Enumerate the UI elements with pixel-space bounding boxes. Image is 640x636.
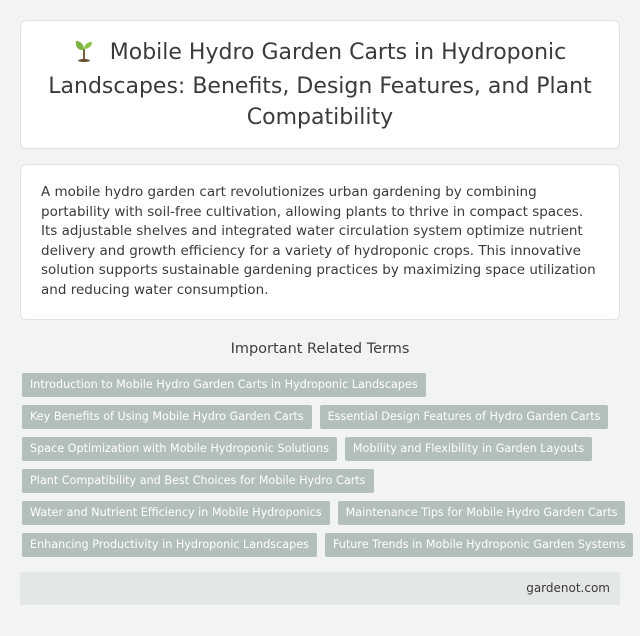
title-card <box>20 20 620 149</box>
tag-row <box>22 405 622 429</box>
description-card <box>20 164 620 320</box>
related-term-tag[interactable]: Essential Design Features of Hydro Garden Carts <box>320 405 609 429</box>
related-term-tag[interactable]: Enhancing Productivity in Hydroponic Landscapes <box>22 533 317 557</box>
tag-row <box>22 501 622 525</box>
page-title-text: Mobile Hydro Garden Carts in Hydroponic Landscapes: Benefits, Design Features, and Plant Compatibility <box>48 39 592 130</box>
related-term-tag[interactable]: Key Benefits of Using Mobile Hydro Garden Carts <box>22 405 312 429</box>
related-term-tag[interactable]: Plant Compatibility and Best Choices for Mobile Hydro Carts <box>22 469 374 493</box>
related-terms-heading: Important Related Terms <box>230 341 410 357</box>
tag-row <box>22 469 622 493</box>
footer-site-link[interactable]: gardenot.com <box>526 581 610 595</box>
description-text: A mobile hydro garden cart revolutionizes urban gardening by combining portability with soil-free cultivation, allowing plants to thrive in compact spaces. Its adjustable shelves and integrated water circulation system optimize nutrient delivery and growth efficiency for a variety of hydroponic crops. This innovative solution supports sustainable gardening practices by maximizing space utilization and reducing water consumption. <box>41 184 596 298</box>
related-term-tag[interactable]: Future Trends in Mobile Hydroponic Garden Systems <box>325 533 633 557</box>
related-term-tag[interactable]: Mobility and Flexibility in Garden Layouts <box>345 437 592 461</box>
related-term-tag[interactable]: Introduction to Mobile Hydro Garden Carts in Hydroponic Landscapes <box>22 373 426 397</box>
page-title <box>21 37 619 133</box>
related-terms-list <box>22 373 626 565</box>
tag-row <box>22 373 622 397</box>
related-term-tag[interactable]: Water and Nutrient Efficiency in Mobile Hydroponics <box>22 501 330 525</box>
tag-row <box>22 533 626 557</box>
related-term-tag[interactable]: Maintenance Tips for Mobile Hydro Garden Carts <box>338 501 626 525</box>
related-term-tag[interactable]: Space Optimization with Mobile Hydroponic Solutions <box>22 437 337 461</box>
sprout-icon <box>74 38 94 71</box>
footer-bar <box>20 572 620 605</box>
tag-row <box>22 437 622 461</box>
